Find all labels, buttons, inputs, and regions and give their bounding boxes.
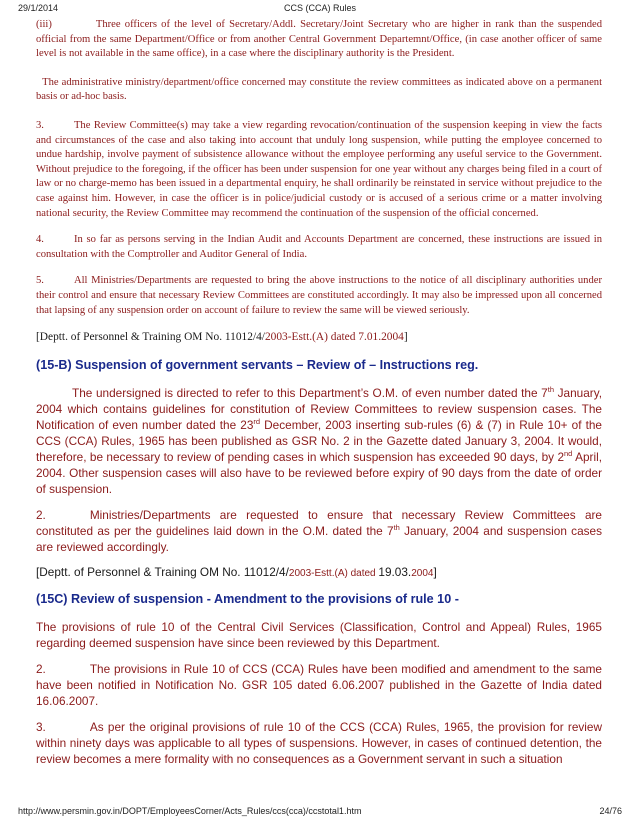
paragraph-5 [36,274,602,318]
paragraph-number: 2. [36,662,46,677]
paragraph-text: The administrative ministry/department/office concerned may constitute the review committees as indicated above on a permanent basis or ad-hoc basis. [36,76,603,103]
paragraph-15c-3 [36,719,602,767]
paragraph-15c-1: The provisions of rule 10 of the Central Civil Services (Classification, Control and Appeal) Rules, 1965 regarding deemed suspension have since been reviewed by this Department. [36,620,602,651]
reference-order: 2003-Estt.(A) dated [288,568,379,580]
paragraph-number: 5. [36,275,44,287]
paragraph-number: 3. [36,119,44,131]
paragraph-text: All Ministries/Departments are requested to bring the above instructions to the notice of all disciplinary authorities under their control and ensure that necessary Review Committees are constituted accordingly. It may also be impressed upon all concerned that lapsing of any suspension order on account of failure to review the same will be viewed seriously. [36,275,602,316]
superscript: rd [253,417,261,427]
paragraph-text: Three officers of the level of Secretary/Addl. Secretary/Joint Secretary who are higher in rank than the suspended official from the same Department/Office or from another Central Government Departemnt/Office, (in case another officer of same level is not available in the same office), in a case where the disciplinary authority is the President. [36,19,602,60]
paragraph-4 [36,233,602,262]
header-date: 29/1/2014 [18,3,59,13]
superscript: th [547,385,554,395]
reference-close: ] [403,331,408,344]
reference-year: 2004 [411,568,434,580]
paragraph-15c-2 [36,661,602,709]
text-run: December, 2003 inserting sub-rules (6) & (7) in Rule 10+ of the CCS (CCA) Rules, 1965 has been published as GSR No. 2 in the Gazette dated January 3, 2004. It would, therefore, be necessary to review of pending cases in which suspension has exceeded 90 days, by 2 [36,418,602,465]
reference-date: 19.03. [378,565,412,580]
page-header [18,3,622,15]
paragraph-number: 2. [36,508,46,523]
text-run: January, 2004 and suspension cases are reviewed accordingly. [36,524,602,555]
document-body [36,18,602,767]
page-footer [18,806,622,818]
section-heading-15b: (15-B) Suspension of government servants – Review of – Instructions reg. [36,358,479,373]
paragraph-text: As per the original provisions of rule 10 of the CCS (CCA) Rules, 1965, the provision for review within ninety days was applicable to all types of suspensions. However, in cases of continued detention, the review becomes a mere formality with no consequences as a Government servant in such a situation [36,720,602,767]
paragraph-3 [36,119,602,221]
reference-note-2 [36,565,602,581]
paragraph-iii [36,18,602,62]
reference-note-1 [36,330,602,345]
paragraph-number: (iii) [36,19,52,30]
paragraph-text: The Review Committee(s) may take a view regarding revocation/continuation of the suspension keeping in view the facts and circumstances of the case and also taking into account that unduly long suspension, while putting the employee concerned to undue hardship, involve payment of subsistence allowance without the employee performing any useful service to the Government. Without prejudice to the foregoing, if the officer has been under suspension for one year without any charges being filed in a court of law or no charge-memo has been issued in a departmental enquiry, he shall ordinarily be reinstated in service without prejudice to the case against him. However, in case the officer is in police/judicial custody or is accused of a serious crime or a matter involving national security, the Review Committee may recommend the continuation of the suspension of the official concerned. [36,119,602,219]
paragraph-number: 4. [36,234,44,246]
paragraph-admin [36,76,602,105]
reference-close: ] [433,565,437,580]
reference-text: [Deptt. of Personnel & Training OM No. 11012/4/ [36,331,265,344]
reference-text: [Deptt. of Personnel & Training OM No. 11012/4/ [36,565,289,580]
source-url-link[interactable]: http://www.persmin.gov.in/DOPT/EmployeesCorner/Acts_Rules/ccs(cca)/ccstotal1.htm [18,806,362,816]
paragraph-text: In so far as persons serving in the Indian Audit and Accounts Department are concerned, these instructions are issued in consultation with the Comptroller and Auditor General of India. [36,234,602,260]
superscript: th [393,523,400,533]
page-number: 24/76 [599,806,622,816]
paragraph-number: 3. [36,720,46,735]
text-run: Ministries/Departments are requested to ensure that necessary Review Committees are constituted as per the guidelines laid down in the O.M. dated the 7 [36,508,602,539]
header-title: CCS (CCA) Rules [283,3,356,13]
paragraph-text: The provisions in Rule 10 of CCS (CCA) Rules have been modified and amendment to the same have been notified in Notification No. GSR 105 dated 6.06.2007 published in the Gazette of India dated 16.06.2007. [36,662,602,709]
paragraph-15b-2 [36,507,602,555]
paragraph-15b-1 [36,385,602,497]
superscript: nd [564,449,573,459]
section-heading-15c: (15C) Review of suspension - Amendment to the provisions of rule 10 - [36,592,459,607]
text-run: The undersigned is directed to refer to this Department’s O.M. of even number dated the 7 [72,386,548,401]
text-run: January, 2004 which contains guidelines for constitution of Review Committees to review suspension cases. The Notification of even number dated the 23 [36,386,602,433]
reference-order: 2003-Estt.(A) dated 7.01.2004 [264,331,404,344]
text-run: April, 2004. Other suspension cases will also have to be reviewed before expiry of 90 days from the date of order of suspension. [36,450,602,497]
